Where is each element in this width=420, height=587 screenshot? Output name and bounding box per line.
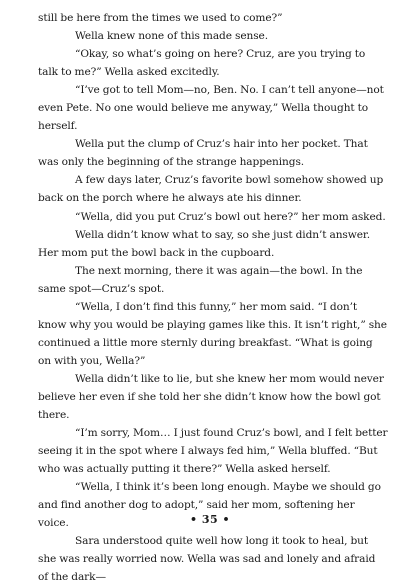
paragraph-9: The next morning, there it was again—the bowl. In the same spot—Cruz’s spot.	[38, 264, 363, 295]
paragraph-5: Wella put the clump of Cruz’s hair into her pocket. That was only the beginning of the strange happenings.	[38, 138, 368, 169]
paragraph-14: Sara understood quite well how long it took to heal, but she was really worried now. Wella was sad and lonely and afraid of the dark—	[38, 535, 376, 584]
paragraph-3: “Okay, so what’s going on here? Cruz, are you trying to talk to me?” Wella asked excitedly.	[38, 48, 366, 79]
paragraph-12: “I’m sorry, Mom… I just found Cruz’s bowl, and I felt better seeing it in the spot where I always fed him,” Wella bluffed. “But who was actually putting it there?” Wella asked herself.	[38, 427, 388, 476]
paragraph-11: Wella didn’t like to lie, but she knew her mom would never believe her even if she told her she didn’t know how the bowl got there.	[38, 372, 384, 422]
page-body	[38, 9, 388, 587]
paragraph-1: still be here from the times we used to come?”	[38, 12, 283, 24]
paragraph-7: “Wella, did you put Cruz’s bowl out here?” her mom asked.	[75, 210, 386, 223]
paragraph-13: “Wella, I think it’s been long enough. Maybe we should go and find another dog to adopt,” said her mom, softening her voice.	[38, 481, 381, 530]
paragraph-10: “Wella, I don’t find this funny,” her mom said. “I don’t know why you would be playing games like this. It isn’t right,” she continued a little more sternly during breakfast. “What is going on with you, Wella?”	[38, 300, 387, 367]
paragraph-8: Wella didn’t know what to say, so she just didn’t answer. Her mom put the bowl back in the cupboard.	[38, 228, 370, 259]
paragraph-2: Wella knew none of this made sense.	[75, 30, 268, 43]
paragraph-4: “I’ve got to tell Mom—no, Ben. No. I can’t tell anyone—not even Pete. No one would believe me anyway,” Wella thought to herself.	[38, 84, 384, 133]
page-number: • 35 •	[189, 513, 231, 526]
paragraph-6: A few days later, Cruz’s favorite bowl somehow showed up back on the porch where he always ate his dinner.	[38, 174, 384, 205]
